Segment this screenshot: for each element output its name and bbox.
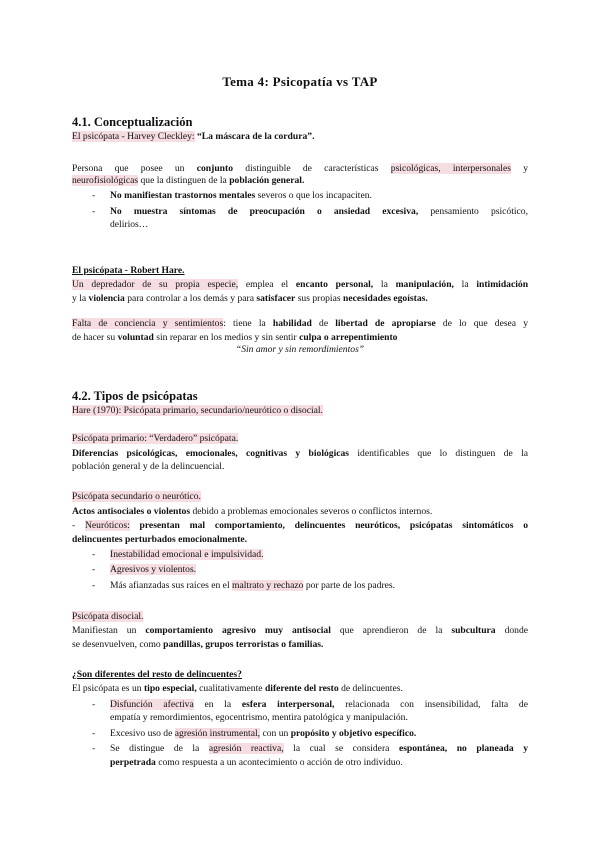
- text: sus propias: [297, 293, 341, 304]
- bold-underlined-heading: El psicópata - Robert Hare.: [72, 265, 185, 276]
- page-title: Tema 4: Psicopatía vs TAP: [222, 74, 378, 89]
- text: la cual se considera: [293, 743, 390, 754]
- text: en la: [204, 699, 232, 710]
- bullet-dash: -: [92, 728, 96, 739]
- bold-text: comportamiento agresivo muy antisocial: [145, 625, 331, 636]
- subheading-disocial: [72, 611, 528, 623]
- text: Persona que posee un: [72, 163, 185, 174]
- bold-text: diferente del resto: [264, 683, 339, 694]
- highlight-text: Psicópata disocial.: [72, 611, 144, 622]
- bold-text: tipo especial,: [143, 683, 197, 694]
- subheading-secundario: [72, 491, 528, 503]
- text: relacionada con insensibilidad, falta de: [345, 699, 528, 710]
- bold-underlined-heading: ¿Son diferentes del resto de delincuentes?: [72, 669, 242, 680]
- highlight-text: psicológicas, interpersonales: [390, 163, 511, 174]
- text: la: [461, 279, 469, 290]
- highlight-text: maltrato y rechazo: [232, 580, 304, 591]
- bold-text: conjunto: [196, 163, 233, 174]
- text: con un: [262, 728, 289, 739]
- highlight-text: Un depredador de su propia especie,: [72, 279, 239, 290]
- bullet-dash: -: [92, 564, 96, 575]
- bold-text: intimidación: [476, 279, 529, 290]
- highlight-text: El psicópata - Harvey Cleckley:: [72, 131, 195, 142]
- bold-text: propósito y objetivo específico.: [290, 728, 417, 739]
- text: Más afianzadas sus raíces en el: [110, 580, 230, 591]
- text: se desenvuelven, como: [72, 639, 161, 650]
- text: : tiene la: [223, 318, 266, 329]
- bold-text: culpa o arrepentimiento: [299, 332, 398, 343]
- text: delirios…: [110, 219, 149, 230]
- bullet-dash: -: [92, 580, 96, 591]
- text: identificables que lo distinguen de la: [357, 448, 528, 459]
- highlight-text: neurofisiológicas: [72, 175, 139, 186]
- highlight-text: Hare (1970): Psicópata primario, secundario/neurótico o disocial.: [72, 405, 323, 416]
- paragraph-line: [72, 163, 528, 175]
- bold-text: Actos antisociales o violentos: [72, 506, 191, 517]
- bullet-dash: -: [92, 549, 96, 560]
- hare-heading: [72, 265, 528, 277]
- bold-text: No muestra síntomas de preocupación o ansiedad excesiva,: [110, 206, 419, 217]
- bold-text: esfera interpersonal,: [241, 699, 335, 710]
- bold-text: violencia: [88, 293, 125, 304]
- bold-text: subcultura: [451, 625, 496, 636]
- paragraph-line: [72, 639, 528, 651]
- bold-text: presentan mal comportamiento, delincuentes neuróticos, psicópatas sintomáticos o: [139, 520, 529, 531]
- highlight-text: Agresivos y violentos.: [110, 564, 197, 575]
- text: Manifiestan un: [72, 625, 137, 636]
- text: de: [319, 318, 329, 329]
- cleckley-line: [72, 131, 528, 143]
- paragraph-line: [72, 318, 528, 330]
- bold-text: población general.: [229, 175, 305, 186]
- bold-text: habilidad: [272, 318, 312, 329]
- bold-text: satisfacer: [256, 293, 296, 304]
- bold-text: encanto personal,: [295, 279, 374, 290]
- text: donde: [504, 625, 529, 636]
- bold-text: “La máscara de la cordura”.: [196, 131, 315, 142]
- text: como respuesta a un acontecimiento o acción de otro individuo.: [158, 757, 403, 768]
- highlight-text: Falta de conciencia y sentimientos: [72, 318, 224, 329]
- paragraph-line: [72, 520, 528, 532]
- text: El psicópata es un: [72, 683, 142, 694]
- text: que aprendieron de la: [339, 625, 443, 636]
- text: Se distingue de la: [110, 743, 200, 754]
- paragraph-line: [72, 175, 528, 187]
- paragraph-line: [72, 448, 528, 460]
- paragraph-line: [72, 625, 528, 637]
- text: y: [523, 163, 529, 174]
- text: para controlar a los demás y para: [127, 293, 254, 304]
- section-heading-conceptualizacion: 4.1. Conceptualización: [72, 115, 193, 129]
- text: y la: [72, 293, 87, 304]
- highlight-text: Disfunción afectiva: [110, 699, 194, 710]
- highlight-text: agresión reactiva,: [208, 743, 284, 754]
- paragraph-line: [72, 279, 528, 291]
- bold-text: necesidades egoístas.: [343, 293, 428, 304]
- question-heading: [72, 669, 528, 681]
- intro-line: [72, 405, 528, 417]
- bold-text: No manifiestan trastornos mentales: [110, 190, 256, 201]
- highlight-text: Psicópata primario: “Verdadero” psicópata.: [72, 433, 239, 444]
- bullet-dash: -: [92, 743, 96, 754]
- bullet-dash: -: [92, 206, 96, 217]
- text: de delincuentes.: [341, 683, 403, 694]
- bold-text: espontánea, no planeada y: [398, 743, 528, 754]
- text: que la distinguen de la: [140, 175, 227, 186]
- paragraph-line: [72, 332, 528, 344]
- quote: “Sin amor y sin remordimientos”: [235, 344, 365, 355]
- paragraph-line: [72, 506, 528, 518]
- bullet-dash: -: [92, 190, 96, 201]
- text: cualitativamente: [199, 683, 263, 694]
- text: pensamiento psicótico,: [430, 206, 528, 217]
- text: distinguible de características: [245, 163, 379, 174]
- text: de hacer su: [72, 332, 116, 343]
- highlight-text: Neuróticos:: [84, 520, 130, 531]
- text: debido a problemas emocionales severos o conflictos internos.: [192, 506, 433, 517]
- text: la: [380, 279, 388, 290]
- paragraph-line: población general y de la delincuencial.: [72, 461, 225, 472]
- text: emplea el: [245, 279, 289, 290]
- text: severos o que los incapaciten.: [257, 190, 372, 201]
- bold-text: voluntad: [117, 332, 154, 343]
- text: por parte de los padres.: [305, 580, 396, 591]
- subheading-primario: [72, 433, 528, 445]
- bold-text: manipulación,: [395, 279, 454, 290]
- highlight-text: Inestabilidad emocional e impulsividad.: [110, 549, 264, 560]
- text: sin reparar en los medios y sin sentir: [156, 332, 297, 343]
- paragraph-line: [72, 293, 528, 305]
- text: empatía y remordimientos, egocentrismo, mentira patológica y manipulación.: [110, 712, 408, 723]
- bold-text: delincuentes perturbados emocionalmente.: [72, 534, 248, 545]
- text: -: [72, 520, 85, 531]
- text: de lo que desea y: [442, 318, 529, 329]
- bold-text: perpetrada: [110, 757, 156, 768]
- paragraph-line: [72, 534, 528, 546]
- bullet-dash: -: [92, 699, 96, 710]
- paragraph-line: [72, 683, 528, 695]
- section-heading-tipos: 4.2. Tipos de psicópatas: [72, 389, 198, 403]
- bold-text: Diferencias psicológicas, emocionales, cognitivas y biológicas: [72, 448, 350, 459]
- bold-text: libertad de apropiarse: [335, 318, 436, 329]
- highlight-text: agresión instrumental,: [174, 728, 261, 739]
- highlight-text: Psicópata secundario o neurótico.: [72, 491, 201, 502]
- bold-text: pandillas, grupos terroristas o familias.: [163, 639, 324, 650]
- text: Excesivo uso de: [110, 728, 173, 739]
